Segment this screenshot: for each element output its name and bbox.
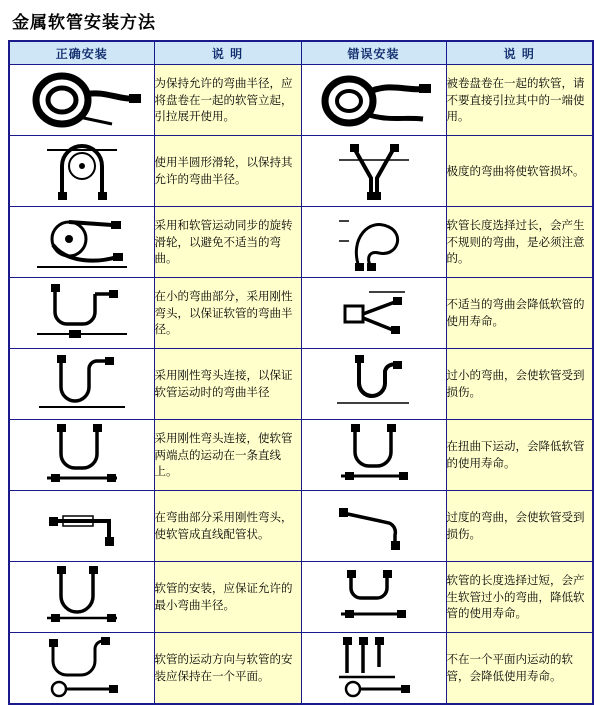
rotating-pulley-icon (17, 211, 147, 273)
twisting-motion-icon (309, 424, 439, 486)
wrong-description: 在扭曲下运动，会降低软管的使用寿命。 (446, 420, 593, 491)
correct-description: 采用刚性弯头连接，以保证软管运动时的弯曲半径 (154, 349, 301, 420)
semicircular-pulley-icon (17, 140, 147, 202)
header-wrong-install: 错误安装 (301, 41, 446, 65)
wrong-description: 过度的弯曲，会使软管受到损伤。 (446, 491, 593, 562)
correct-figure-cell (9, 633, 154, 705)
sharp-bend-icon (309, 140, 439, 202)
wrong-figure-cell (301, 491, 446, 562)
excessive-bend-icon (309, 495, 439, 557)
table-body (9, 65, 593, 705)
correct-figure-cell (9, 207, 154, 278)
correct-figure-cell (9, 136, 154, 207)
correct-description: 在弯曲部分采用刚性弯头，使软管成直线配管状。 (154, 491, 301, 562)
wrong-figure-cell (301, 136, 446, 207)
table-row (9, 420, 593, 491)
long-hose-irregular-bend-icon (309, 211, 439, 273)
correct-figure-cell (9, 491, 154, 562)
header-correct-desc: 说 明 (154, 41, 301, 65)
page-title: 金属软管安装方法 (12, 13, 156, 33)
coiled-hose-correct-icon (17, 69, 147, 131)
wrong-description: 不适当的弯曲会降低软管的使用寿命。 (446, 278, 593, 349)
straight-line-motion-icon (17, 424, 147, 486)
table-row (9, 349, 593, 420)
correct-description: 为保持允许的弯曲半径，应将盘卷在一起的软管立起，引拉展开使用。 (154, 65, 301, 136)
table-header (9, 41, 593, 65)
wrong-description: 软管的长度选择过短，会产生软管过小的弯曲，降低软管的使用寿命。 (446, 562, 593, 633)
straight-piping-elbow-icon (17, 495, 147, 557)
header-wrong-desc: 说 明 (446, 41, 593, 65)
minimum-bend-radius-icon (17, 566, 147, 628)
table-row (9, 491, 593, 562)
over-long-hose-icon (309, 566, 439, 628)
coiled-hose-wrong-icon (309, 69, 439, 131)
wrong-figure-cell (301, 633, 446, 705)
wrong-figure-cell (301, 278, 446, 349)
wrong-description: 被卷盘卷在一起的软管，请不要直接引拉其中的一端使用。 (446, 65, 593, 136)
wrong-figure-cell (301, 562, 446, 633)
table-row (9, 278, 593, 349)
out-of-plane-motion-icon (309, 637, 439, 699)
wrong-description: 极度的弯曲将使软管损坏。 (446, 136, 593, 207)
table-row (9, 633, 593, 705)
wrong-figure-cell (301, 207, 446, 278)
too-small-bend-icon (309, 353, 439, 415)
correct-figure-cell (9, 278, 154, 349)
table-row (9, 65, 593, 136)
wrong-figure-cell (301, 349, 446, 420)
table-row (9, 136, 593, 207)
correct-description: 采用刚性弯头连接，使软管两端点的运动在一条直线上。 (154, 420, 301, 491)
correct-figure-cell (9, 349, 154, 420)
wrong-description: 软管长度选择过长，会产生不规则的弯曲，是必须注意的。 (446, 207, 593, 278)
correct-description: 使用半圆形滑轮，以保持其允许的弯曲半径。 (154, 136, 301, 207)
wrong-figure-cell (301, 65, 446, 136)
rigid-elbow-small-bend-icon (17, 282, 147, 344)
correct-description: 在小的弯曲部分，采用刚性弯头，以保证软管的弯曲半径。 (154, 278, 301, 349)
hose-installation-table (8, 40, 594, 705)
correct-figure-cell (9, 65, 154, 136)
table-row (9, 562, 593, 633)
wrong-description: 过小的弯曲，会使软管受到损伤。 (446, 349, 593, 420)
header-row (9, 41, 593, 65)
improper-bend-icon (309, 282, 439, 344)
rigid-elbow-connection-icon (17, 353, 147, 415)
correct-figure-cell (9, 562, 154, 633)
same-plane-motion-icon (17, 637, 147, 699)
table-row (9, 207, 593, 278)
correct-description: 软管的安装，应保证允许的最小弯曲半径。 (154, 562, 301, 633)
wrong-description: 不在一个平面内运动的软管，会降低使用寿命。 (446, 633, 593, 705)
correct-figure-cell (9, 420, 154, 491)
header-correct-install: 正确安装 (9, 41, 154, 65)
correct-description: 软管的运动方向与软管的安装应保持在一个平面。 (154, 633, 301, 705)
wrong-figure-cell (301, 420, 446, 491)
correct-description: 采用和软管运动同步的旋转滑轮，以避免不适当的弯曲。 (154, 207, 301, 278)
